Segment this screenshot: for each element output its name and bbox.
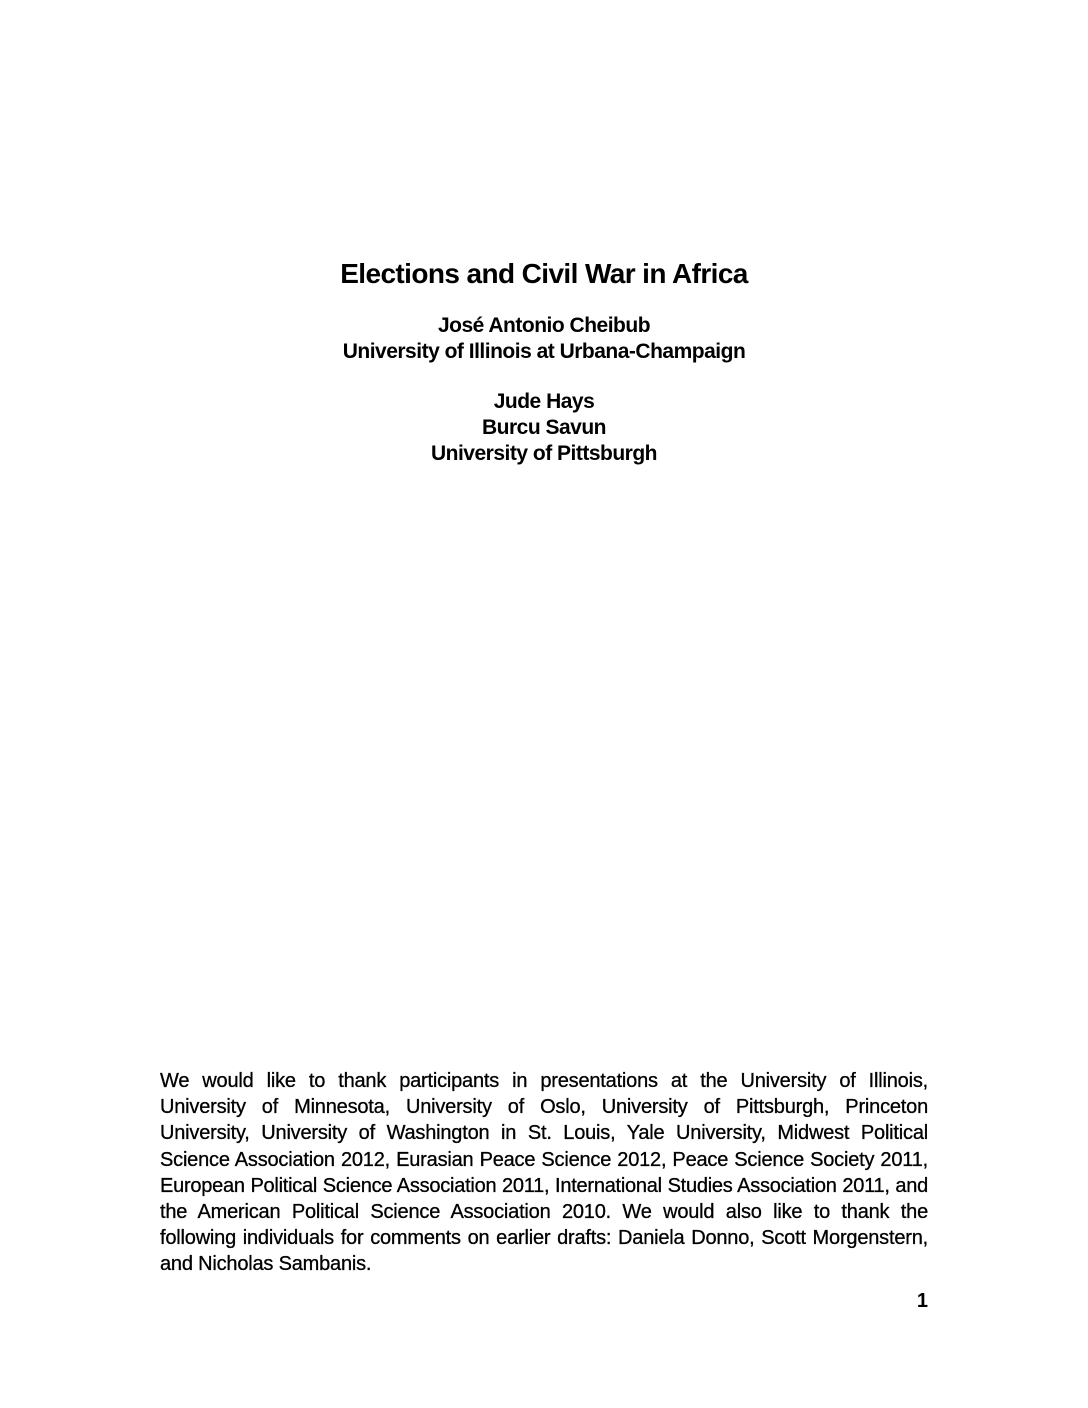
author-name: Jude Hays bbox=[493, 390, 595, 413]
author-name: José Antonio Cheibub bbox=[437, 314, 651, 337]
acknowledgment-line: following individuals for comments on earlier drafts: Daniela Donno, Scott Morgenstern, bbox=[160, 1227, 928, 1250]
author-block-hays-savun bbox=[0, 389, 1088, 467]
acknowledgment-line: University, University of Washington in St. Louis, Yale University, Midwest Political bbox=[160, 1122, 928, 1145]
acknowledgment-line: University of Minnesota, University of Oslo, University of Pittsburgh, Princeton bbox=[160, 1096, 928, 1119]
acknowledgment-line: We would like to thank participants in presentations at the University of Illinois, bbox=[160, 1070, 928, 1092]
acknowledgment-line: Science Association 2012, Eurasian Peace Science 2012, Peace Science Society 2011, bbox=[160, 1148, 928, 1171]
acknowledgment-line: European Political Science Association 2011, International Studies Association 2011, and bbox=[160, 1174, 928, 1197]
author-affiliation: University of Illinois at Urbana-Champaign bbox=[342, 340, 746, 363]
author-block-cheibub bbox=[0, 313, 1088, 365]
page-number: 1 bbox=[916, 1290, 928, 1312]
author-affiliation: University of Pittsburgh bbox=[430, 442, 658, 465]
acknowledgment-line: and Nicholas Sambanis. bbox=[160, 1253, 372, 1276]
author-name: Burcu Savun bbox=[481, 416, 607, 439]
acknowledgment-line: the American Political Science Association 2010. We would also like to thank the bbox=[160, 1201, 928, 1224]
paper-title: Elections and Civil War in Africa bbox=[340, 258, 748, 289]
acknowledgments-paragraph bbox=[160, 1068, 928, 1278]
